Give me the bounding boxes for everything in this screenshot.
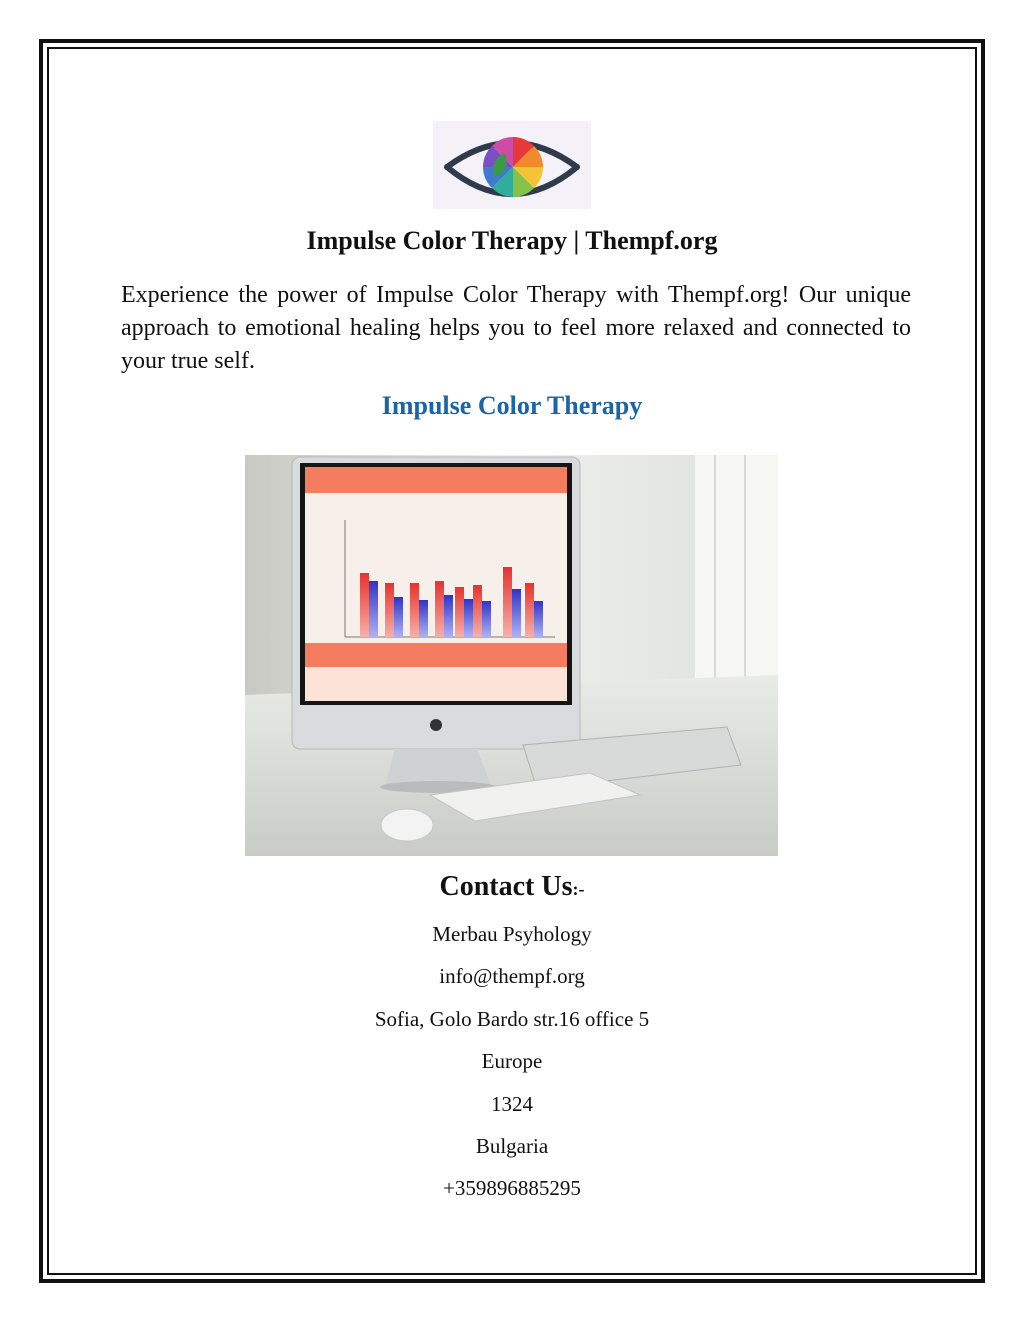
impulse-color-therapy-link[interactable]: Impulse Color Therapy (381, 391, 643, 420)
contact-region: Europe (481, 1049, 543, 1073)
contact-heading (0, 871, 1024, 903)
contact-phone[interactable]: +359896885295 (443, 1176, 581, 1200)
eye-logo-icon (433, 121, 591, 209)
contact-company: Merbau Psyhology (432, 922, 592, 946)
contact-heading-suffix: :- (572, 879, 585, 899)
intro-paragraph: Experience the power of Impulse Color Therapy with Thempf.org! Our unique approach to emotional healing helps you to feel more relaxed and connected to your true self. (121, 282, 911, 374)
imac-desk-photo (245, 455, 778, 856)
contact-postal-code: 1324 (491, 1092, 533, 1116)
contact-country: Bulgaria (475, 1134, 549, 1158)
contact-address: Sofia, Golo Bardo str.16 office 5 (374, 1007, 650, 1031)
contact-heading-text: Contact Us (439, 871, 573, 902)
page-title: Impulse Color Therapy | Thempf.org (306, 226, 718, 255)
contact-email[interactable]: info@thempf.org (439, 964, 585, 988)
